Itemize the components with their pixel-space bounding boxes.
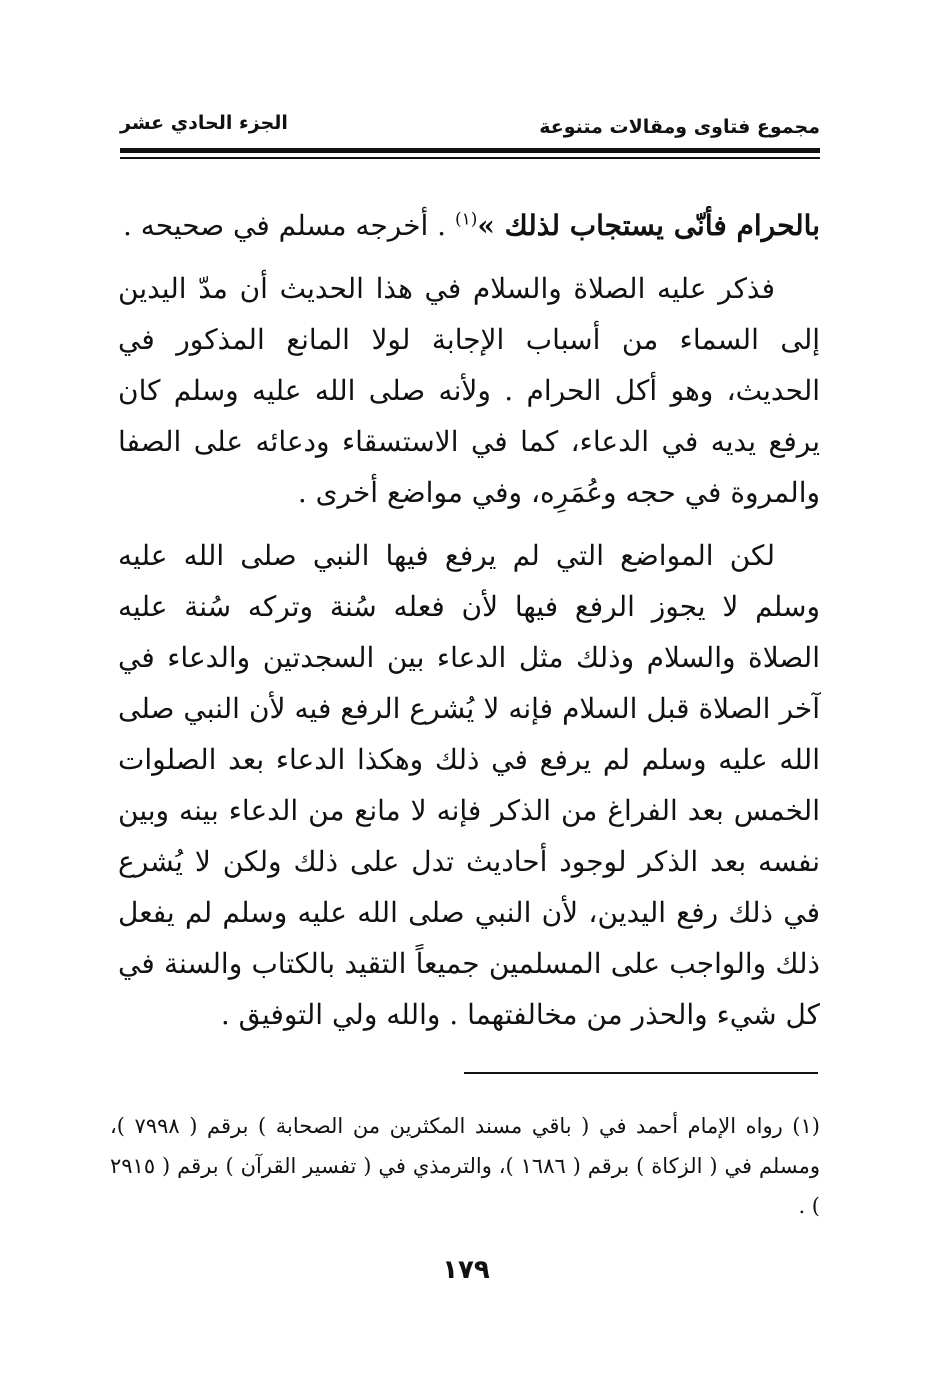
paragraph-2: فذكر عليه الصلاة والسلام في هذا الحديث أن مدّ اليدين إلى السماء من أسباب الإجابة لولا المانع المذكور في الحديث، وهو أكل الحرام . ولأنه صلى الله عليه وسلم كان يرفع يديه في الدعاء، كما في الاستسقاء ودعائه على الصفا والمروة في حجه وعُمَرِه، وفي مواضع أخرى . [118, 272, 820, 509]
running-header [120, 110, 820, 144]
book-title: مجموع فتاوى ومقالات متنوعة [539, 116, 820, 138]
footnote [110, 1106, 820, 1226]
footnote-text: (١) رواه الإمام أحمد في ( باقي مسند المكثرين من الصحابة ) برقم ( ٧٩٩٨ )، ومسلم في ( الزكاة ) برقم ( ١٦٨٦ )، والترمذي في ( تفسير القرآن ) برقم ( ٢٩١٥ ) . [110, 1114, 820, 1218]
paragraph-1 [118, 200, 820, 251]
footnote-reference: (١) [455, 209, 478, 230]
page-number: ١٧٩ [442, 1255, 490, 1285]
paragraph-3: لكن المواضع التي لم يرفع فيها النبي صلى الله عليه وسلم لا يجوز الرفع فيها لأن فعله سُنة وتركه سُنة عليه الصلاة والسلام وذلك مثل الدعاء بين السجدتين والدعاء في آخر الصلاة قبل السلام فإنه لا يُشرع الرفع فيه لأن النبي صلى الله عليه وسلم لم يرفع في ذلك وهكذا الدعاء بعد الصلوات الخمس بعد الفراغ من الذكر فإنه لا مانع من الدعاء بينه وبين نفسه بعد الذكر لوجود أحاديث تدل على ذلك ولكن لا يُشرع في ذلك رفع اليدين، لأن النبي صلى الله عليه وسلم لم يفعل ذلك والواجب على المسلمين جميعاً التقيد بالكتاب والسنة في كل شيء والحذر من مخالفتهما . والله ولي التوفيق . [118, 539, 820, 1031]
hadith-quote-end: بالحرام فأنّى يستجاب لذلك » [477, 209, 820, 242]
footnote-rule [464, 1072, 818, 1074]
volume-label: الجزء الحادي عشر [120, 112, 288, 134]
header-rule-thick [120, 148, 820, 153]
body-text [118, 200, 820, 1040]
paragraph-1-rest: . أخرجه مسلم في صحيحه . [122, 209, 447, 242]
header-rule-thin [120, 157, 820, 159]
